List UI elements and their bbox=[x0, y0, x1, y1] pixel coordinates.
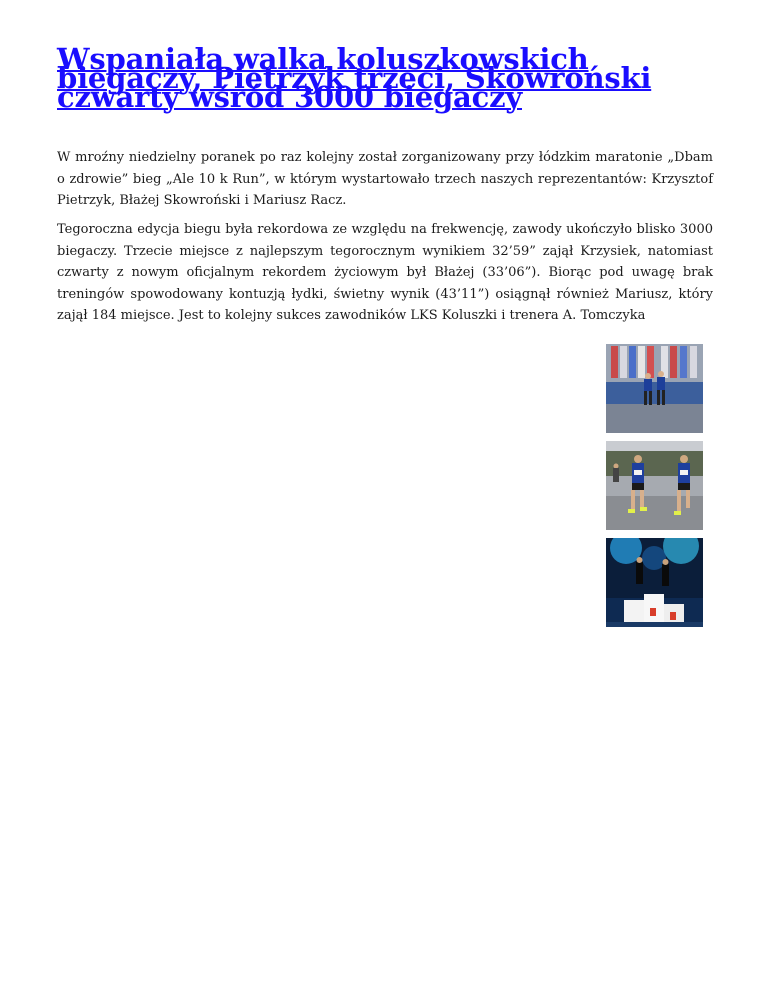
runners-race-photo-icon bbox=[606, 441, 703, 530]
photo-runners-finish[interactable] bbox=[606, 344, 703, 433]
photo-runners-race[interactable] bbox=[606, 441, 703, 530]
article-title bbox=[57, 42, 717, 114]
article-paragraph-1: W mroźny niedzielny poranek po raz kolejny został zorganizowany przy łódzkim maratonie „Dbam o zdrowie” bieg „Ale 10 k Run”, w którym wystartowało trzech naszych reprezentantów: Krzysztof Pietrzyk, Błażej Skowroński i Mariusz Racz. bbox=[57, 150, 713, 208]
article-title-link[interactable]: Wspaniała walka koluszkowskich biegaczy, Pietrzyk trzeci, Skowroński czwarty wśród 3000 biegaczy bbox=[57, 42, 652, 114]
runners-finish-photo-icon bbox=[606, 344, 703, 433]
podium-photo-icon bbox=[606, 538, 703, 627]
photo-podium[interactable] bbox=[606, 538, 703, 627]
article-paragraph-2: Tegoroczna edycja biegu była rekordowa ze względu na frekwencję, zawody ukończyło blisko 3000 biegaczy. Trzecie miejsce z najlepszym tegorocznym wynikiem 32’59” zajął Krzysiek, natomiast czwarty z nowym oficjalnym rekordem życiowym był Błażej (33’06”). Biorąc pod uwagę brak treningów spowodowany kontuzją łydki, świetny wynik (43’11”) osiągnął również Mariusz, który zajął 184 miejsce. Jest to kolejny sukces zawodników LKS Koluszki i trenera A. Tomczyka bbox=[57, 222, 713, 323]
